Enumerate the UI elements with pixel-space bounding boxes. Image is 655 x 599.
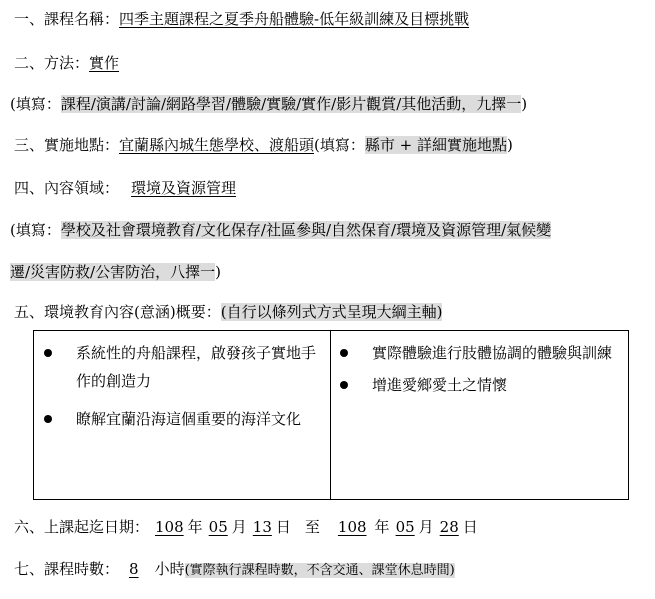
location-note-text: 縣市 + 詳細實施地點: [364, 136, 507, 154]
table-divider: [330, 331, 331, 499]
hours-value: 8: [129, 560, 139, 578]
domain-hint-text-2: 遷/災害防救/公害防治，八擇一: [10, 263, 216, 281]
end-month: 05: [395, 518, 415, 536]
hours-label: 七、課程時數：: [14, 560, 120, 578]
end-year: 108: [337, 518, 367, 536]
bullet-left-2: 瞭解宜蘭沿海這個重要的海洋文化: [44, 405, 301, 433]
start-day: 13: [252, 518, 272, 536]
dates-label: 六、上課起迄日期：: [14, 518, 150, 536]
location-note-open: (填寫：: [314, 136, 365, 154]
hours-unit: 小時: [154, 560, 185, 578]
bullet-icon: [340, 349, 348, 357]
domain-hint-row-2: [10, 261, 221, 283]
hours-row: [14, 558, 455, 582]
start-month: 05: [208, 518, 228, 536]
hint-open: (填寫：: [10, 221, 61, 239]
hint-close: ): [521, 95, 528, 113]
bullet-right-2: 增進愛鄉愛土之情懷: [340, 371, 507, 399]
bullet-right-1: 實際體驗進行肢體協調的體驗與訓練: [340, 339, 612, 367]
content-domain-value: 環境及資源管理: [131, 179, 237, 197]
location-row: [14, 134, 513, 156]
dates-to: 至: [304, 518, 320, 536]
content-domain-row: [14, 177, 250, 199]
location-note-close: ): [507, 136, 513, 154]
course-name-value: 四季主題課程之夏季舟船體驗-低年級訓練及目標挑戰: [119, 10, 470, 28]
method-hint-row: [10, 93, 527, 115]
location-label: 三、實施地點：: [14, 136, 120, 154]
course-name-row: [14, 8, 469, 30]
start-year: 108: [155, 518, 184, 536]
dates-row: 六、上課起迄日期： 108 年 05 月 13 日 至 108 年 05 月 28 日: [14, 518, 478, 536]
bullet-icon: [44, 349, 52, 357]
summary-table: [33, 330, 629, 500]
course-name-label: 一、課程名稱：: [14, 10, 120, 28]
location-value: 宜蘭縣內城生態學校、渡船頭: [119, 136, 315, 154]
bullet-left-1: 系統性的舟船課程，啟發孩子實地手 作的創造力: [44, 339, 316, 395]
summary-hint: (自行以條列式方式呈現大綱主軸): [220, 303, 443, 321]
end-day: 28: [439, 518, 459, 536]
domain-hint-row: [10, 219, 551, 241]
hint-open: (填寫：: [10, 95, 61, 113]
method-hint-text: 課程/演講/討論/網路學習/體驗/實驗/實作/影片觀賞/其他活動，九擇一: [60, 95, 522, 113]
domain-hint-text: 學校及社會環境教育/文化保存/社區參與/自然保育/環境及資源管理/氣候變: [60, 221, 552, 239]
bullet-icon: [44, 415, 52, 423]
content-domain-label: 四、內容領域：: [14, 179, 120, 197]
hint-close: ): [215, 263, 221, 281]
summary-row: [14, 301, 442, 323]
bullet-icon: [340, 381, 348, 389]
method-row: [14, 52, 119, 74]
hours-note: (實際執行課程時數，不含交通、課堂休息時間): [184, 563, 455, 578]
method-label: 二、方法：: [14, 54, 90, 72]
method-value: 實作: [89, 54, 120, 72]
summary-label: 五、環境教育內容(意涵)概要：: [14, 303, 221, 321]
